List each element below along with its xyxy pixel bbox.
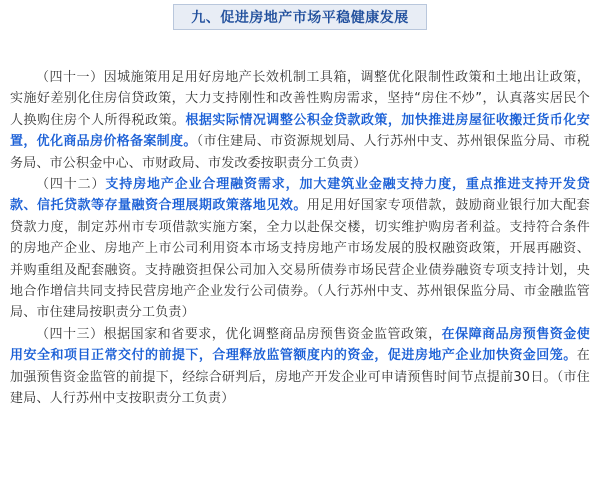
body-text-run: 用足用好国家专项借款，鼓励商业银行加大配套贷款力度，制定苏州市专项借款实施方案，全力以赴保交楼，切实维护购房者利益。支持符合条件的房地产企业、房地产上市公司利用资本市场支持房地产市场发展的股权融资政策，开展再融资、并购重组及配套融资。支持融资担保公司加入交易所债券市场民营企业债券融资专项支持计划，央地合作增信共同支持民营房地产企业发行公司债券。（人行苏州中支、苏州银保监分局、市金融监管局、市住建局按职责分工负责） xyxy=(10,198,590,321)
paragraph-43 xyxy=(10,324,590,410)
body-text-run: （四十一）因城施策用足用好房地产长效机制工具箱，调整优化限制性政策和土地出让政策，实施好差别化住房信贷政策，大力支持刚性和改善性购房需求，坚持“房住不炒”，认真落实居民个人换购住房个人所得税政策。 xyxy=(10,70,590,128)
body-text-run: 在加强预售资金监管的前提下，经综合研判后，房地产开发企业可申请预售时间节点提前30日。（市住建局、人行苏州中支按职责分工负责） xyxy=(10,348,590,407)
highlighted-text: 支持房地产企业合理融资需求，加大建筑业金融支持力度，重点推进支持开发贷款、信托贷款等存量融资合理展期政策落地见效。 xyxy=(10,177,590,214)
highlighted-text: 根据实际情况调整公积金贷款政策，加快推进房屋征收搬迁货币化安置，优化商品房价格备案制度。 xyxy=(10,112,590,150)
body-text-run: （市住建局、市资源规划局、人行苏州中支、苏州银保监分局、市税务局、市公积金中心、市财政局、市发改委按职责分工负责） xyxy=(10,134,590,171)
body-text-run: （四十三）根据国家和省要求，优化调整商品房预售资金监管政策， xyxy=(36,326,442,342)
section-heading-banner xyxy=(173,4,427,30)
document-body xyxy=(10,67,590,410)
paragraph-42 xyxy=(10,174,590,324)
highlighted-text: 在保障商品房预售资金使用安全和项目正常交付的前提下，合理释放监管额度内的资金，促进房地产企业加快资金回笼。 xyxy=(10,326,590,364)
section-title: 九、促进房地产市场平稳健康发展 xyxy=(191,10,409,26)
paragraph-41 xyxy=(10,67,590,174)
body-text-run: （四十二） xyxy=(36,177,106,193)
